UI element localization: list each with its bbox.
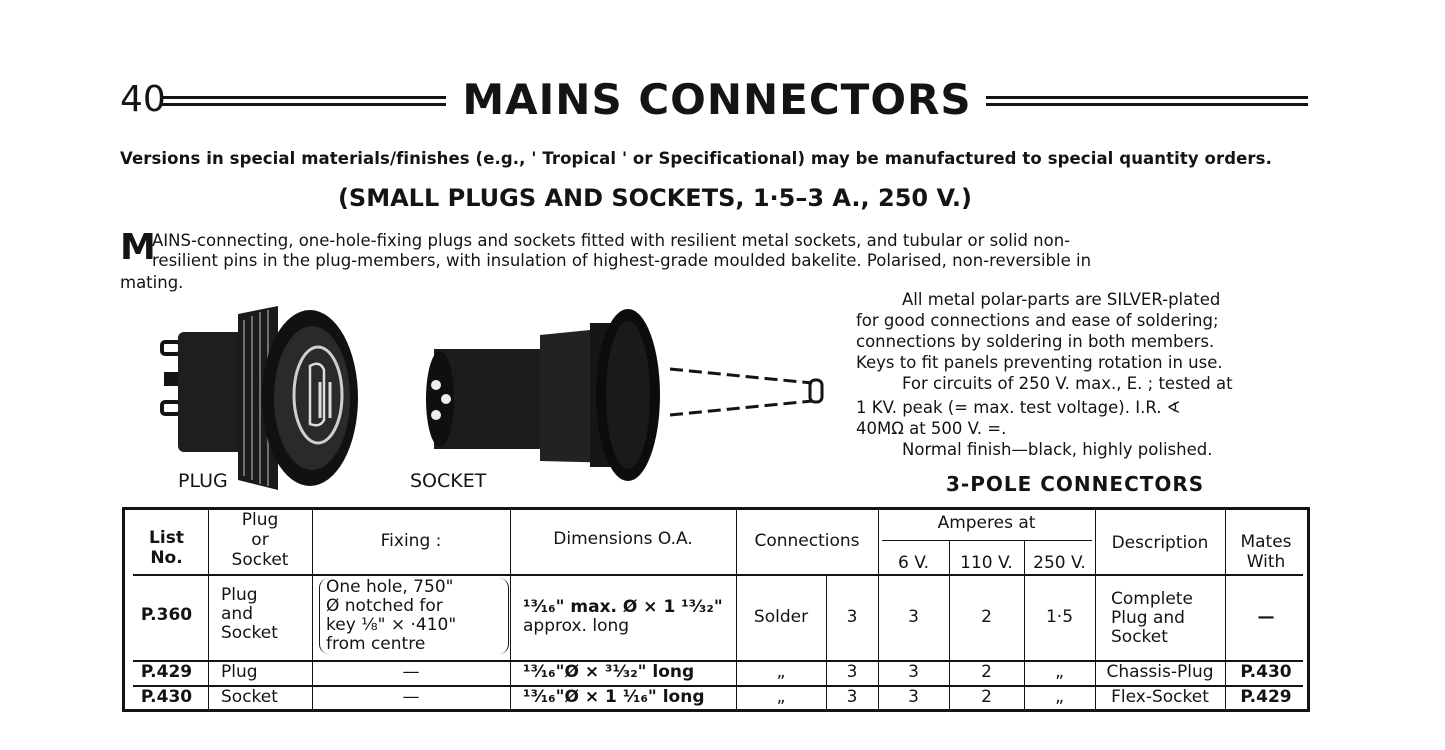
row1-description — [1111, 590, 1223, 647]
cell-text: One hole, 750" — [326, 577, 454, 597]
intro-line-1: AINS-connecting, one-hole-fixing plugs and sockets fitted with resilient metal sockets, and tubular or solid non- — [152, 231, 1071, 250]
row1-amp-6v: 3 — [908, 607, 919, 627]
header-text: List — [149, 528, 184, 548]
row2-amp-6v: 3 — [908, 662, 919, 682]
row1-fixing — [319, 578, 509, 654]
row2-type: Plug — [221, 662, 258, 682]
row1-dimensions — [523, 598, 735, 636]
row3-fixing: — — [402, 687, 420, 707]
spec-table — [122, 507, 1310, 712]
row2-dimensions: ¹³⁄₁₆"Ø × ³¹⁄₃₂" long — [523, 662, 695, 682]
row2-fixing: — — [402, 662, 420, 682]
side-text-line: Normal finish—black, highly polished. — [902, 440, 1213, 459]
side-text-line: for good connections and ease of soldering; — [856, 311, 1219, 330]
row2-amp-110v: 2 — [981, 662, 992, 682]
row3-type: Socket — [221, 687, 278, 707]
row2-connection-count: 3 — [846, 662, 858, 682]
header-rule — [133, 574, 1303, 576]
side-text-line: 40MΩ at 500 V. =. — [856, 419, 1007, 438]
row3-amp-6v: 3 — [908, 687, 919, 707]
header-connections: Connections — [754, 531, 860, 551]
header-fixing: Fixing : — [380, 531, 442, 551]
header-amperes-at: Amperes at — [937, 513, 1036, 533]
row3-dimensions: ¹³⁄₁₆"Ø × 1 ¹⁄₁₆" long — [523, 687, 705, 707]
amperes-rule — [882, 540, 1092, 541]
page-title: MAINS CONNECTORS — [462, 75, 972, 124]
header-text: Socket — [231, 550, 289, 570]
row3-connection-type: „ — [776, 687, 786, 707]
intro-line-3: mating. — [120, 273, 184, 292]
row3-mates-with: P.429 — [1240, 687, 1292, 707]
header-dimensions: Dimensions O.A. — [553, 529, 693, 549]
row3-amp-110v: 2 — [981, 687, 992, 707]
row3-amp-250v: „ — [1055, 687, 1064, 707]
side-text-line: Keys to fit panels preventing rotation in use. — [856, 353, 1223, 372]
row1-amp-110v: 2 — [981, 607, 992, 627]
header-mates-with — [1225, 532, 1307, 572]
side-text-line: 1 KV. peak (= max. test voltage). I.R. ∢ — [856, 398, 1181, 417]
cell-text: Plug and — [1111, 608, 1185, 628]
row3-description: Flex-Socket — [1111, 687, 1209, 707]
cell-text: Socket — [1111, 627, 1168, 647]
intro-line-2: resilient pins in the plug-members, with insulation of highest-grade moulded bakelite. Polarised, non-reversible in — [152, 251, 1092, 270]
row3-connection-count: 3 — [846, 687, 858, 707]
side-text-line: For circuits of 250 V. max., E. ; tested at — [902, 374, 1233, 393]
cell-text: and — [221, 604, 253, 624]
plug-illustration — [160, 300, 370, 495]
header-text: or — [251, 530, 269, 550]
cell-text: Socket — [221, 623, 278, 643]
cell-text: approx. long — [523, 616, 630, 636]
header-text: With — [1246, 552, 1286, 572]
row2-connection-type: „ — [776, 662, 786, 682]
row2-mates-with: P.430 — [1240, 662, 1292, 682]
header-text: No. — [150, 548, 183, 568]
section-subtitle: (SMALL PLUGS AND SOCKETS, 1·5–3 A., 250 V.) — [337, 184, 973, 212]
cell-text: key ⅛" × ·410" — [326, 615, 457, 635]
row1-type — [221, 586, 311, 643]
row2-amp-250v: „ — [1055, 662, 1064, 682]
header-plug-or-socket — [208, 510, 312, 570]
plug-caption: PLUG — [178, 470, 228, 492]
socket-caption: SOCKET — [410, 470, 487, 492]
header-amp-110v: 110 V. — [960, 553, 1013, 573]
header-text: Mates — [1240, 532, 1292, 552]
row1-mates-with: — — [1257, 607, 1275, 627]
cell-text: from centre — [326, 634, 426, 654]
side-text-line: connections by soldering in both members. — [856, 332, 1215, 351]
header-description: Description — [1111, 533, 1209, 553]
cell-text: ¹³⁄₁₆" max. Ø × 1 ¹³⁄₃₂" — [523, 597, 723, 617]
row3-list-no: P.430 — [140, 687, 193, 707]
header-rule-right — [986, 96, 1308, 106]
header-text: Plug — [241, 510, 279, 530]
row2-description: Chassis-Plug — [1106, 662, 1214, 682]
header-list-no — [125, 528, 208, 568]
socket-illustration — [420, 305, 830, 485]
cell-text: Complete — [1111, 589, 1193, 609]
special-materials-note: Versions in special materials/finishes (e.g., ' Tropical ' or Specificational) may be manufactured to special quantity orders. — [120, 149, 1272, 168]
row1-list-no: P.360 — [140, 605, 193, 625]
cell-text: Plug — [221, 585, 258, 605]
header-amp-250v: 250 V. — [1033, 553, 1086, 573]
section-heading: 3-POLE CONNECTORS — [946, 472, 1205, 496]
row1-amp-250v: 1·5 — [1045, 607, 1074, 627]
row1-connection-type: Solder — [753, 607, 809, 627]
row2-list-no: P.429 — [140, 662, 193, 682]
cell-text: Ø notched for — [326, 596, 443, 616]
drop-cap: M — [120, 227, 156, 268]
header-amp-6v: 6 V. — [897, 553, 930, 573]
side-text-line: All metal polar-parts are SILVER-plated — [902, 290, 1221, 309]
header-rule-left — [160, 96, 446, 106]
page-number: 40 — [120, 79, 166, 120]
row1-connection-count: 3 — [846, 607, 858, 627]
